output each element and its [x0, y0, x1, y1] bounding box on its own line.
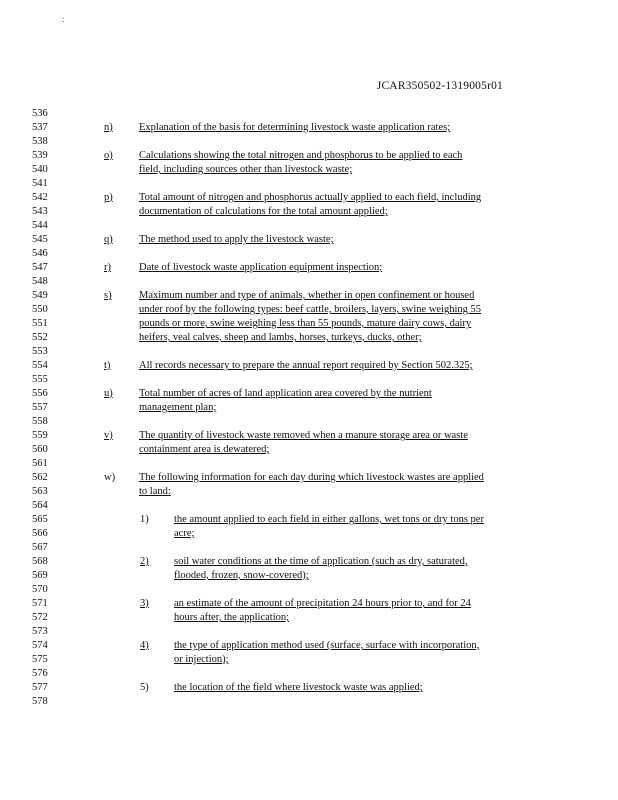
- line-number: 578: [32, 696, 48, 707]
- item-text-w: to land:: [139, 486, 171, 497]
- item-text-w: The following information for each day during which livestock wastes are applied: [139, 472, 484, 483]
- item-label-q: q): [104, 234, 113, 245]
- line-number: 571: [32, 598, 48, 609]
- line-number: 540: [32, 164, 48, 175]
- line-number: 558: [32, 416, 48, 427]
- line-number: 561: [32, 458, 48, 469]
- line-number: 577: [32, 682, 48, 693]
- line-number: 568: [32, 556, 48, 567]
- subitem-text-4: or injection);: [174, 654, 229, 665]
- line-number: 566: [32, 528, 48, 539]
- line-number: 553: [32, 346, 48, 357]
- line-number: 556: [32, 388, 48, 399]
- item-label-u: u): [104, 388, 113, 399]
- document-header-id: JCAR350502-1319005r01: [376, 80, 503, 92]
- item-text-s: pounds or more, swine weighing less than 55 pounds, mature dairy cows, dairy: [139, 318, 472, 329]
- item-label-t: t): [104, 360, 111, 371]
- item-text-o: Calculations showing the total nitrogen and phosphorus to be applied to each: [139, 150, 463, 161]
- line-number: 575: [32, 654, 48, 665]
- item-text-n: Explanation of the basis for determining livestock waste application rates;: [139, 122, 451, 133]
- line-number: 536: [32, 108, 48, 119]
- line-number: 576: [32, 668, 48, 679]
- line-number: 560: [32, 444, 48, 455]
- item-label-p: p): [104, 192, 113, 203]
- line-number: 570: [32, 584, 48, 595]
- item-label-n: n): [104, 122, 113, 133]
- line-number: 537: [32, 122, 48, 133]
- item-label-r: r): [104, 262, 111, 273]
- item-text-t: All records necessary to prepare the annual report required by Section 502.325;: [139, 360, 473, 371]
- item-text-s: Maximum number and type of animals, whether in open confinement or housed: [139, 290, 475, 301]
- subitem-label-4: 4): [140, 640, 149, 651]
- line-number: 555: [32, 374, 48, 385]
- line-number: 567: [32, 542, 48, 553]
- item-label-s: s): [104, 290, 112, 301]
- subitem-text-1: acre;: [174, 528, 195, 539]
- line-number: 544: [32, 220, 48, 231]
- item-label-w: w): [104, 472, 116, 483]
- subitem-text-4: the type of application method used (surface, surface with incorporation,: [174, 640, 480, 651]
- line-number: 541: [32, 178, 48, 189]
- item-text-v: containment area is dewatered;: [139, 444, 270, 455]
- line-number: 548: [32, 276, 48, 287]
- subitem-text-2: soil water conditions at the time of application (such as dry, saturated,: [174, 556, 468, 567]
- subitem-label-3: 3): [140, 598, 149, 609]
- line-number: 559: [32, 430, 48, 441]
- line-number: 545: [32, 234, 48, 245]
- item-text-s: under roof by the following types: beef cattle, broilers, layers, swine weighing 55: [139, 304, 482, 315]
- item-text-u: management plan;: [139, 402, 217, 413]
- subitem-text-5: the location of the field where livestock waste was applied;: [174, 682, 423, 693]
- item-label-v: v): [104, 430, 113, 441]
- item-text-r: Date of livestock waste application equipment inspection;: [139, 262, 383, 273]
- item-text-v: The quantity of livestock waste removed when a manure storage area or waste: [139, 430, 468, 441]
- subitem-label-5: 5): [140, 682, 149, 693]
- line-number: 546: [32, 248, 48, 259]
- subitem-text-2: flooded, frozen, snow-covered);: [174, 570, 309, 581]
- subitem-label-1: 1): [140, 514, 149, 525]
- subitem-text-1: the amount applied to each field in either gallons, wet tons or dry tons per: [174, 514, 484, 525]
- line-number: 557: [32, 402, 48, 413]
- item-text-p: documentation of calculations for the total amount applied;: [139, 206, 388, 217]
- line-number: 539: [32, 150, 48, 161]
- line-number: 564: [32, 500, 48, 511]
- line-number: 569: [32, 570, 48, 581]
- subitem-text-3: hours after, the application;: [174, 612, 290, 623]
- item-text-u: Total number of acres of land application area covered by the nutrient: [139, 388, 432, 399]
- line-number: 572: [32, 612, 48, 623]
- item-text-o: field, including sources other than livestock waste;: [139, 164, 353, 175]
- line-number: 563: [32, 486, 48, 497]
- item-text-q: The method used to apply the livestock waste;: [139, 234, 334, 245]
- line-number: 543: [32, 206, 48, 217]
- line-number: 538: [32, 136, 48, 147]
- subitem-label-2: 2): [140, 556, 149, 567]
- scan-mark: :: [62, 14, 65, 24]
- line-number: 551: [32, 318, 48, 329]
- line-number: 552: [32, 332, 48, 343]
- item-text-s: heifers, veal calves, sheep and lambs, horses, turkeys, ducks, other;: [139, 332, 422, 343]
- line-number: 547: [32, 262, 48, 273]
- item-label-o: o): [104, 150, 113, 161]
- line-number: 554: [32, 360, 48, 371]
- line-number: 573: [32, 626, 48, 637]
- line-number: 542: [32, 192, 48, 203]
- line-number: 550: [32, 304, 48, 315]
- item-text-p: Total amount of nitrogen and phosphorus actually applied to each field, including: [139, 192, 482, 203]
- subitem-text-3: an estimate of the amount of precipitation 24 hours prior to, and for 24: [174, 598, 471, 609]
- line-number: 549: [32, 290, 48, 301]
- line-number: 565: [32, 514, 48, 525]
- line-number: 574: [32, 640, 48, 651]
- line-number: 562: [32, 472, 48, 483]
